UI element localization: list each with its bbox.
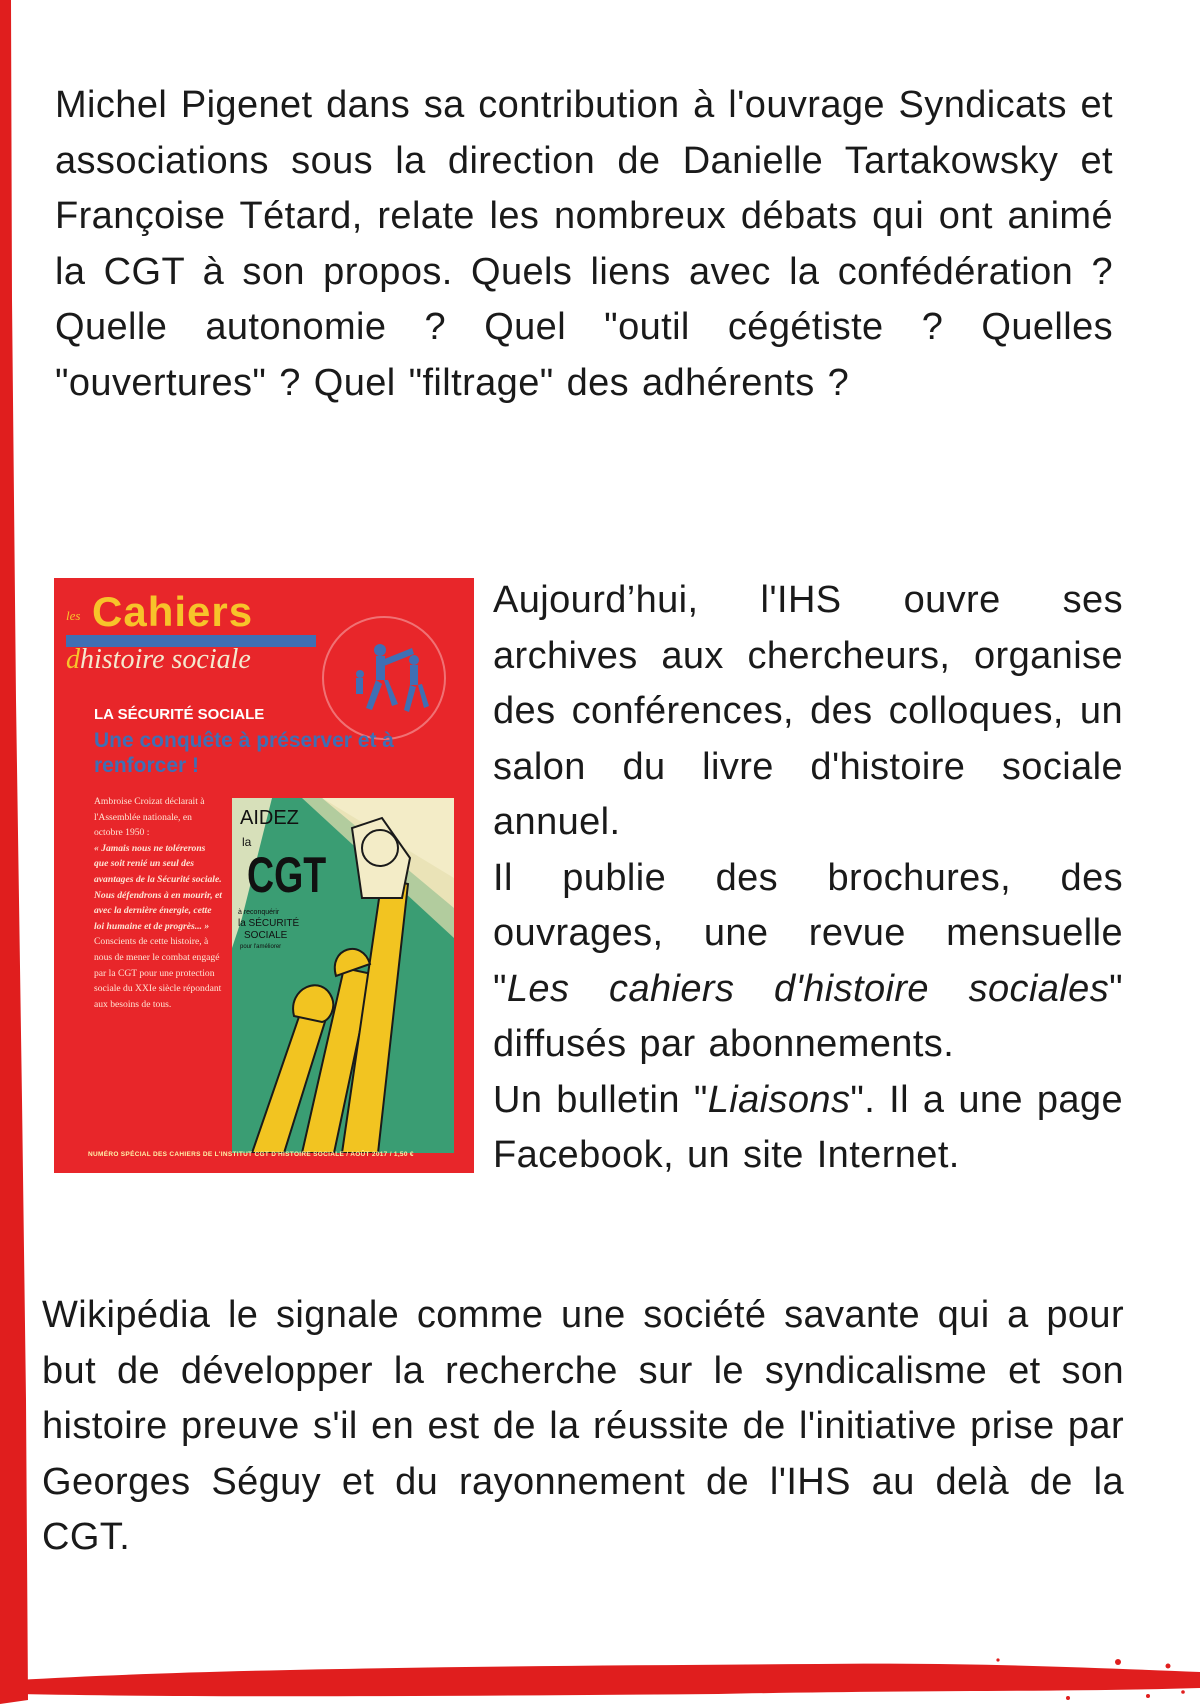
paragraph-pigenet (55, 78, 1113, 411)
cover-quote (94, 794, 222, 1012)
cover-rubric: LA SÉCURITÉ SOCIALE (94, 706, 265, 723)
paragraph-wikipedia-text: Wikipédia le signale comme une société savante qui a pour but de développer la recherche sur le syndicalisme et son histoire preuve s'il en est de la réussite de l'initiative prise par Georges Séguy et du rayonnement de l'IHS au delà de la CGT. (42, 1294, 1124, 1558)
poster-sub2: la SÉCURITÉ (238, 918, 300, 929)
poster-sub3: SOCIALE (244, 930, 288, 941)
cover-histoire-text: histoire sociale (80, 644, 251, 675)
poster-aidez: AIDEZ (240, 807, 299, 829)
ihs-line-1: Aujourd’hui, l'IHS ouvre ses archives aux chercheurs, organise des conférences, des colloques, un salon du livre d'histoire sociale annuel. (493, 579, 1123, 843)
left-red-border (0, 0, 32, 1704)
ihs-line-3-end: ". Il a une page Facebook, un site Internet. (493, 1078, 1123, 1176)
cover-title-histoire (66, 644, 251, 676)
ihs-line-2-end: " diffusés par abonnements. (493, 967, 1123, 1065)
poster-cgt: CGT (247, 847, 327, 904)
bottom-red-brush-stroke (18, 1650, 1200, 1704)
poster-sub1: à reconquérir (238, 909, 280, 916)
ihs-line-2-start: Il publie des brochures, des ouvrages, une revue mensuelle " (493, 856, 1123, 1010)
cover-quote-outro: Conscients de cette histoire, à nous de mener le combat engagé par la CGT pour une protection sociale du XXIe siècle répondant aux besoins de tous. (94, 936, 222, 1010)
cover-d: d (66, 644, 80, 675)
cover-footer: NUMÉRO SPÉCIAL DES CAHIERS DE L'INSTITUT CGT D'HISTOIRE SOCIALE / AOÛT 2017 / 1,50 € (88, 1151, 414, 1158)
cover-poster-illustration (232, 798, 454, 1153)
cover-title-cahiers: Cahiers (92, 588, 254, 635)
magazine-cover-image (54, 578, 474, 1173)
revue-title: Les cahiers d'histoire sociales (506, 967, 1110, 1010)
bulletin-title: Liaisons (707, 1078, 851, 1121)
poster-la: la (242, 835, 252, 849)
cover-logo-figures-icon (352, 640, 432, 718)
ihs-line-2 (493, 851, 1123, 1073)
cover-les: les (66, 608, 81, 623)
poster-sub4: pour l'améliorer (240, 944, 282, 950)
ihs-line-3 (493, 1073, 1123, 1184)
ihs-line-3-start: Un bulletin " (493, 1078, 708, 1121)
paragraph-pigenet-text: Michel Pigenet dans sa contribution à l'ouvrage Syndicats et associations sous la direction de Danielle Tartakowsky et Françoise Tétard, relate les nombreux débats qui ont animé la CGT à son propos. Quels liens avec la confédération ? Quelle autonomie ? Quel "outil cégétiste ? Quelles "ouvertures" ? Quel "filtrage" des adhérents ? (55, 84, 1113, 404)
paragraph-ihs-activities (493, 573, 1123, 1184)
cover-quote-intro: Ambroise Croizat déclarait à l'Assemblée nationale, en octobre 1950 : (94, 796, 205, 839)
cover-headline: Une conquête à préserver et à renforcer ! (94, 729, 394, 777)
paragraph-wikipedia (42, 1288, 1124, 1566)
cover-quote-italic: « Jamais nous ne tolérerons que soit renié un seul des avantages de la Sécurité sociale. Nous défendrons à en mourir, et avec la dernière énergie, cette loi humaine et de progrès... » (94, 842, 222, 932)
